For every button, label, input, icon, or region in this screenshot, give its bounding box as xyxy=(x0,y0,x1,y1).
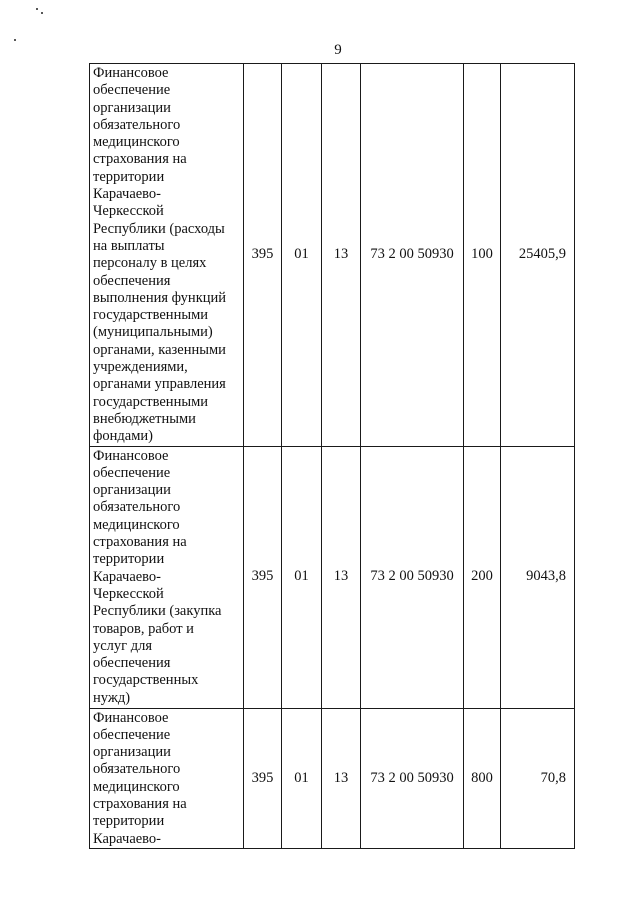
expense-name-cell: Финансовое обеспечение организации обязательного медицинского страхования на территории Карачаево- Черкесской Республики (расходы на выплаты персоналу в целях обеспечения выполнения функций государственными (муниципальными) органами, казенными учреждениями, органами управления государственными внебюджетными фондами) xyxy=(90,64,244,447)
budget-table xyxy=(89,63,575,849)
ministry-code-cell: 395 xyxy=(244,446,282,708)
subsection-code-cell: 13 xyxy=(322,64,361,447)
target-article-cell: 73 2 00 50930 xyxy=(361,64,464,447)
section-code-cell: 01 xyxy=(282,446,322,708)
target-article-cell: 73 2 00 50930 xyxy=(361,708,464,848)
expense-type-cell: 800 xyxy=(464,708,501,848)
expense-type-cell: 200 xyxy=(464,446,501,708)
expense-name-cell: Финансовое обеспечение организации обязательного медицинского страхования на территории Карачаево- xyxy=(90,708,244,848)
subsection-code-cell: 13 xyxy=(322,708,361,848)
scan-speck xyxy=(36,8,38,10)
section-code-cell: 01 xyxy=(282,64,322,447)
table-row xyxy=(90,64,575,447)
scan-speck xyxy=(14,39,16,41)
page-number: 9 xyxy=(334,42,342,58)
ministry-code-cell: 395 xyxy=(244,64,282,447)
ministry-code-cell: 395 xyxy=(244,708,282,848)
table-row xyxy=(90,708,575,848)
scan-speck xyxy=(41,12,43,14)
expense-name-cell: Финансовое обеспечение организации обязательного медицинского страхования на территории Карачаево- Черкесской Республики (закупка товаров, работ и услуг для обеспечения государственных нужд) xyxy=(90,446,244,708)
subsection-code-cell: 13 xyxy=(322,446,361,708)
table-row xyxy=(90,446,575,708)
amount-cell: 9043,8 xyxy=(501,446,575,708)
amount-cell: 70,8 xyxy=(501,708,575,848)
section-code-cell: 01 xyxy=(282,708,322,848)
amount-cell: 25405,9 xyxy=(501,64,575,447)
expense-type-cell: 100 xyxy=(464,64,501,447)
target-article-cell: 73 2 00 50930 xyxy=(361,446,464,708)
